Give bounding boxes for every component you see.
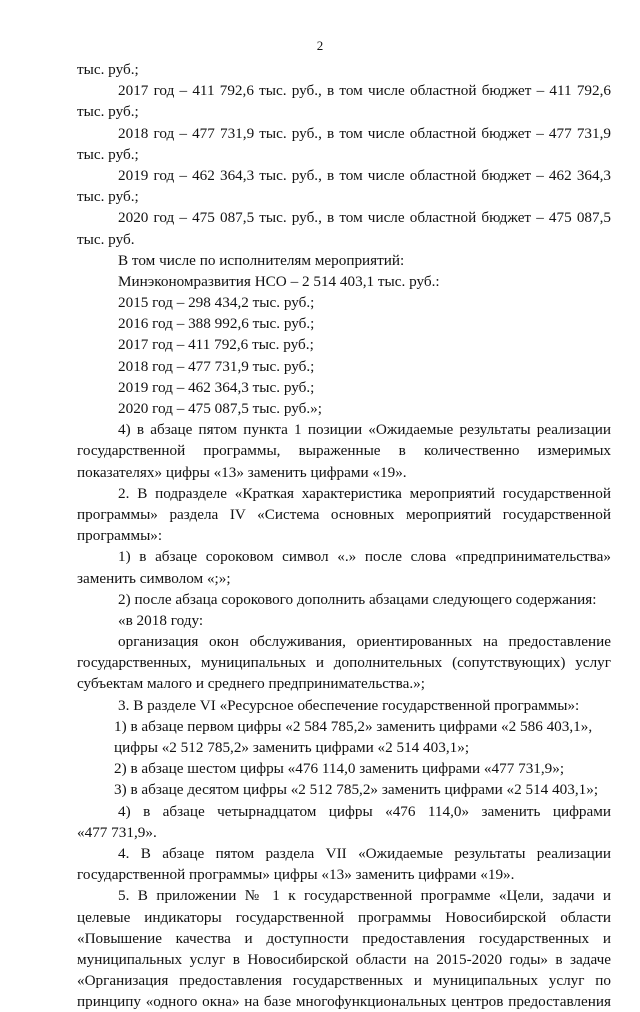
- text-line: государственной программы, выраженные в количественно измеримых: [77, 442, 611, 460]
- text-line: программы» раздела IV «Система основных мероприятий государственной: [77, 505, 611, 523]
- text-line: 2017 год – 411 792,6 тыс. руб., в том числе областной бюджет – 411 792,6: [118, 82, 611, 100]
- text-line: государственной программы» цифры «13» заменить цифрами «19».: [77, 866, 515, 884]
- text-line: заменить символом «;»;: [77, 569, 231, 587]
- document-body: [77, 59, 611, 1012]
- text-line: 1) в абзаце сороковом символ «.» после слова «предпринимательства»: [118, 548, 611, 566]
- text-line: показателях» цифры «13» заменить цифрами «19».: [77, 463, 407, 481]
- text-line: тыс. руб.: [77, 230, 135, 248]
- text-line: цифры «2 512 785,2» заменить цифрами «2 514 403,1»;: [114, 739, 470, 756]
- text-line: «477 731,9».: [77, 823, 157, 841]
- text-line: 4. В абзаце пятом раздела VII «Ожидаемые результаты реализации: [118, 844, 611, 862]
- text-line: 2020 год – 475 087,5 тыс. руб.»;: [118, 400, 322, 417]
- text-line: В том числе по исполнителям мероприятий:: [118, 251, 405, 269]
- text-line: 4) в абзаце пятом пункта 1 позиции «Ожидаемые результаты реализации: [118, 421, 611, 439]
- text-line: 3) в абзаце десятом цифры «2 512 785,2» заменить цифрами «2 514 403,1»;: [114, 781, 599, 799]
- page-number: 2: [316, 38, 324, 53]
- text-line: «Организация предоставления государственных и муниципальных услуг по: [77, 972, 611, 990]
- text-line: тыс. руб.;: [77, 145, 139, 163]
- text-line: 2016 год – 388 992,6 тыс. руб.;: [118, 315, 315, 333]
- text-line: целевые индикаторы государственной программы Новосибирской области: [77, 908, 611, 926]
- text-line: 2019 год – 462 364,3 тыс. руб., в том числе областной бюджет – 462 364,3: [118, 166, 611, 184]
- text-line: «Повышение качества и доступности предоставления государственных и: [77, 929, 611, 947]
- text-line: 2019 год – 462 364,3 тыс. руб.;: [118, 378, 315, 396]
- text-line: 2. В подразделе «Краткая характеристика мероприятий государственной: [118, 484, 611, 502]
- text-line: тыс. руб.;: [77, 61, 139, 78]
- text-line: 3. В разделе VI «Ресурсное обеспечение государственной программы»:: [118, 696, 580, 714]
- text-line: Минэкономразвития НСО – 2 514 403,1 тыс. руб.:: [118, 272, 440, 290]
- text-line: тыс. руб.;: [77, 188, 139, 206]
- text-line: государственных, муниципальных и дополнительных (сопутствующих) услуг: [77, 654, 611, 672]
- text-line: субъектам малого и среднего предпринимательства.»;: [77, 675, 425, 693]
- text-line: 2017 год – 411 792,6 тыс. руб.;: [118, 336, 314, 354]
- text-line: тыс. руб.;: [77, 103, 139, 121]
- text-line: программы»:: [77, 527, 163, 545]
- text-line: 2) после абзаца сорокового дополнить абзацами следующего содержания:: [118, 590, 597, 608]
- text-line: принципу «одного окна» на базе многофункциональных центров предоставления: [77, 993, 611, 1011]
- text-line: организация окон обслуживания, ориентированных на предоставление: [118, 633, 611, 651]
- text-line: 2018 год – 477 731,9 тыс. руб., в том числе областной бюджет – 477 731,9: [118, 124, 611, 142]
- text-line: 5. В приложении № 1 к государственной программе «Цели, задачи и: [118, 887, 611, 905]
- text-line: «в 2018 году:: [118, 611, 204, 629]
- text-line: 2015 год – 298 434,2 тыс. руб.;: [118, 294, 315, 312]
- text-line: 2020 год – 475 087,5 тыс. руб., в том числе областной бюджет – 475 087,5: [118, 209, 611, 227]
- text-line: 4) в абзаце четырнадцатом цифры «476 114,0» заменить цифрами: [118, 802, 611, 820]
- text-line: 2) в абзаце шестом цифры «476 114,0 заменить цифрами «477 731,9»;: [114, 760, 565, 778]
- text-line: муниципальных услуг в Новосибирской области на 2015-2020 годы» в задаче: [77, 950, 611, 968]
- text-line: 1) в абзаце первом цифры «2 584 785,2» заменить цифрами «2 586 403,1»,: [114, 717, 593, 735]
- text-line: 2018 год – 477 731,9 тыс. руб.;: [118, 357, 315, 375]
